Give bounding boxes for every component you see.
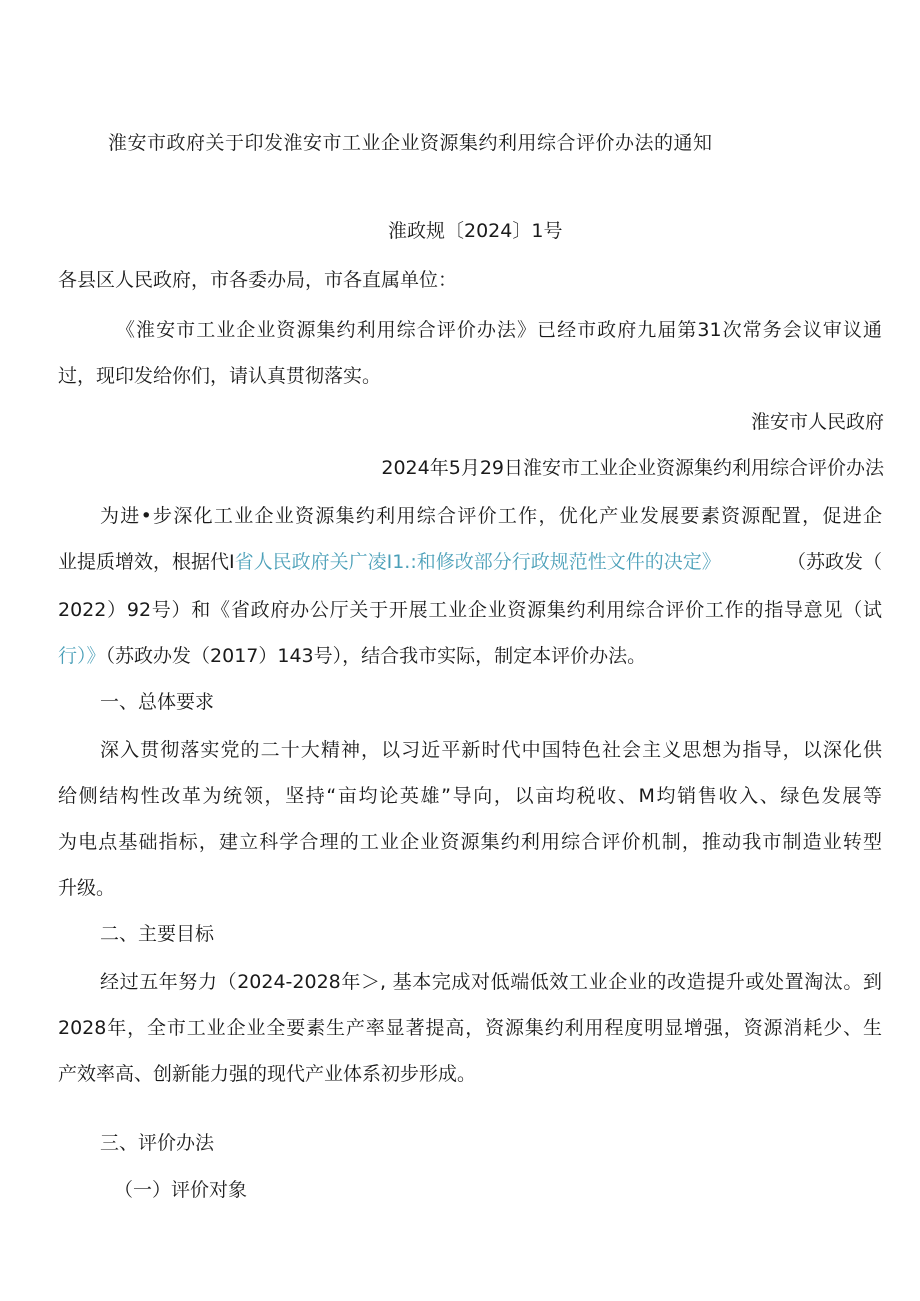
issuer-signature: 淮安市人民政府 — [750, 411, 884, 433]
section-2-line-1: 经过五年努力（2024-2028年＞, 基本完成对低端低效工业企业的改造提升或处置淘汰。到 — [100, 971, 882, 993]
intro-line-1: 为进•步深化工业企业资源集约利用综合评价工作，优化产业发展要素资源配置，促进企 — [100, 505, 882, 527]
intro-line-2-tail: （苏政发（ — [786, 551, 882, 573]
salutation: 各县区人民政府，市各委办局，市各直属单位： — [58, 269, 458, 291]
guidance-link[interactable]: 行）》 — [58, 645, 106, 667]
notice-paragraph-line-1: 《淮安市工业企业资源集约利用综合评价办法》已经市政府九届第31次常务会议审议通 — [116, 319, 882, 341]
document-number: 淮政规〔2024〕1号 — [388, 220, 563, 242]
section-1-line-3: 为电点基础指标，建立科学合理的工业企业资源集约利用综合评价机制，推动我市制造业转型 — [58, 831, 882, 853]
intro-line-2 — [58, 550, 882, 574]
notice-paragraph-line-2: 过，现印发给你们，请认真贯彻落实。 — [58, 365, 382, 387]
section-3-heading: 三、评价办法 — [100, 1132, 215, 1154]
intro-line-4-text: （苏政办发（2017）143号），结合我市实际，制定本评价办法。 — [105, 645, 647, 667]
issue-date-and-subtitle: 2024年5月29日淮安市工业企业资源集约利用综合评价办法 — [381, 457, 884, 479]
section-2-line-2: 2028年，全市工业企业全要素生产率显著提高，资源集约利用程度明显增强，资源消耗少、生 — [58, 1017, 882, 1039]
document-title: 淮安市政府关于印发淮安市工业企业资源集约利用综合评价办法的通知 — [108, 132, 713, 154]
section-1-line-1: 深入贯彻落实党的二十大精神，以习近平新时代中国特色社会主义思想为指导，以深化供 — [100, 739, 882, 761]
regulation-link[interactable]: 省人民政府关广凌I1.:和修改部分行政规范性文件的决定》 — [234, 551, 721, 573]
intro-line-2-text: 业提质增效，根据代I — [58, 551, 235, 573]
section-2-line-3: 产效率高、创新能力强的现代产业体系初步形成。 — [58, 1063, 477, 1085]
intro-line-4 — [58, 644, 646, 668]
section-1-heading: 一、总体要求 — [100, 691, 215, 713]
intro-line-3: 2022）92号）和《省政府办公厅关于开展工业企业资源集约利用综合评价工作的指导意见（试 — [58, 599, 882, 621]
section-3-subheading: （一）评价对象 — [114, 1179, 248, 1201]
section-2-heading: 二、主要目标 — [100, 923, 215, 945]
section-1-line-4: 升级。 — [58, 877, 116, 899]
section-1-line-2: 给侧结构性改革为统领，坚持“亩均论英雄”导向，以亩均税收、M均销售收入、绿色发展等 — [58, 785, 882, 807]
